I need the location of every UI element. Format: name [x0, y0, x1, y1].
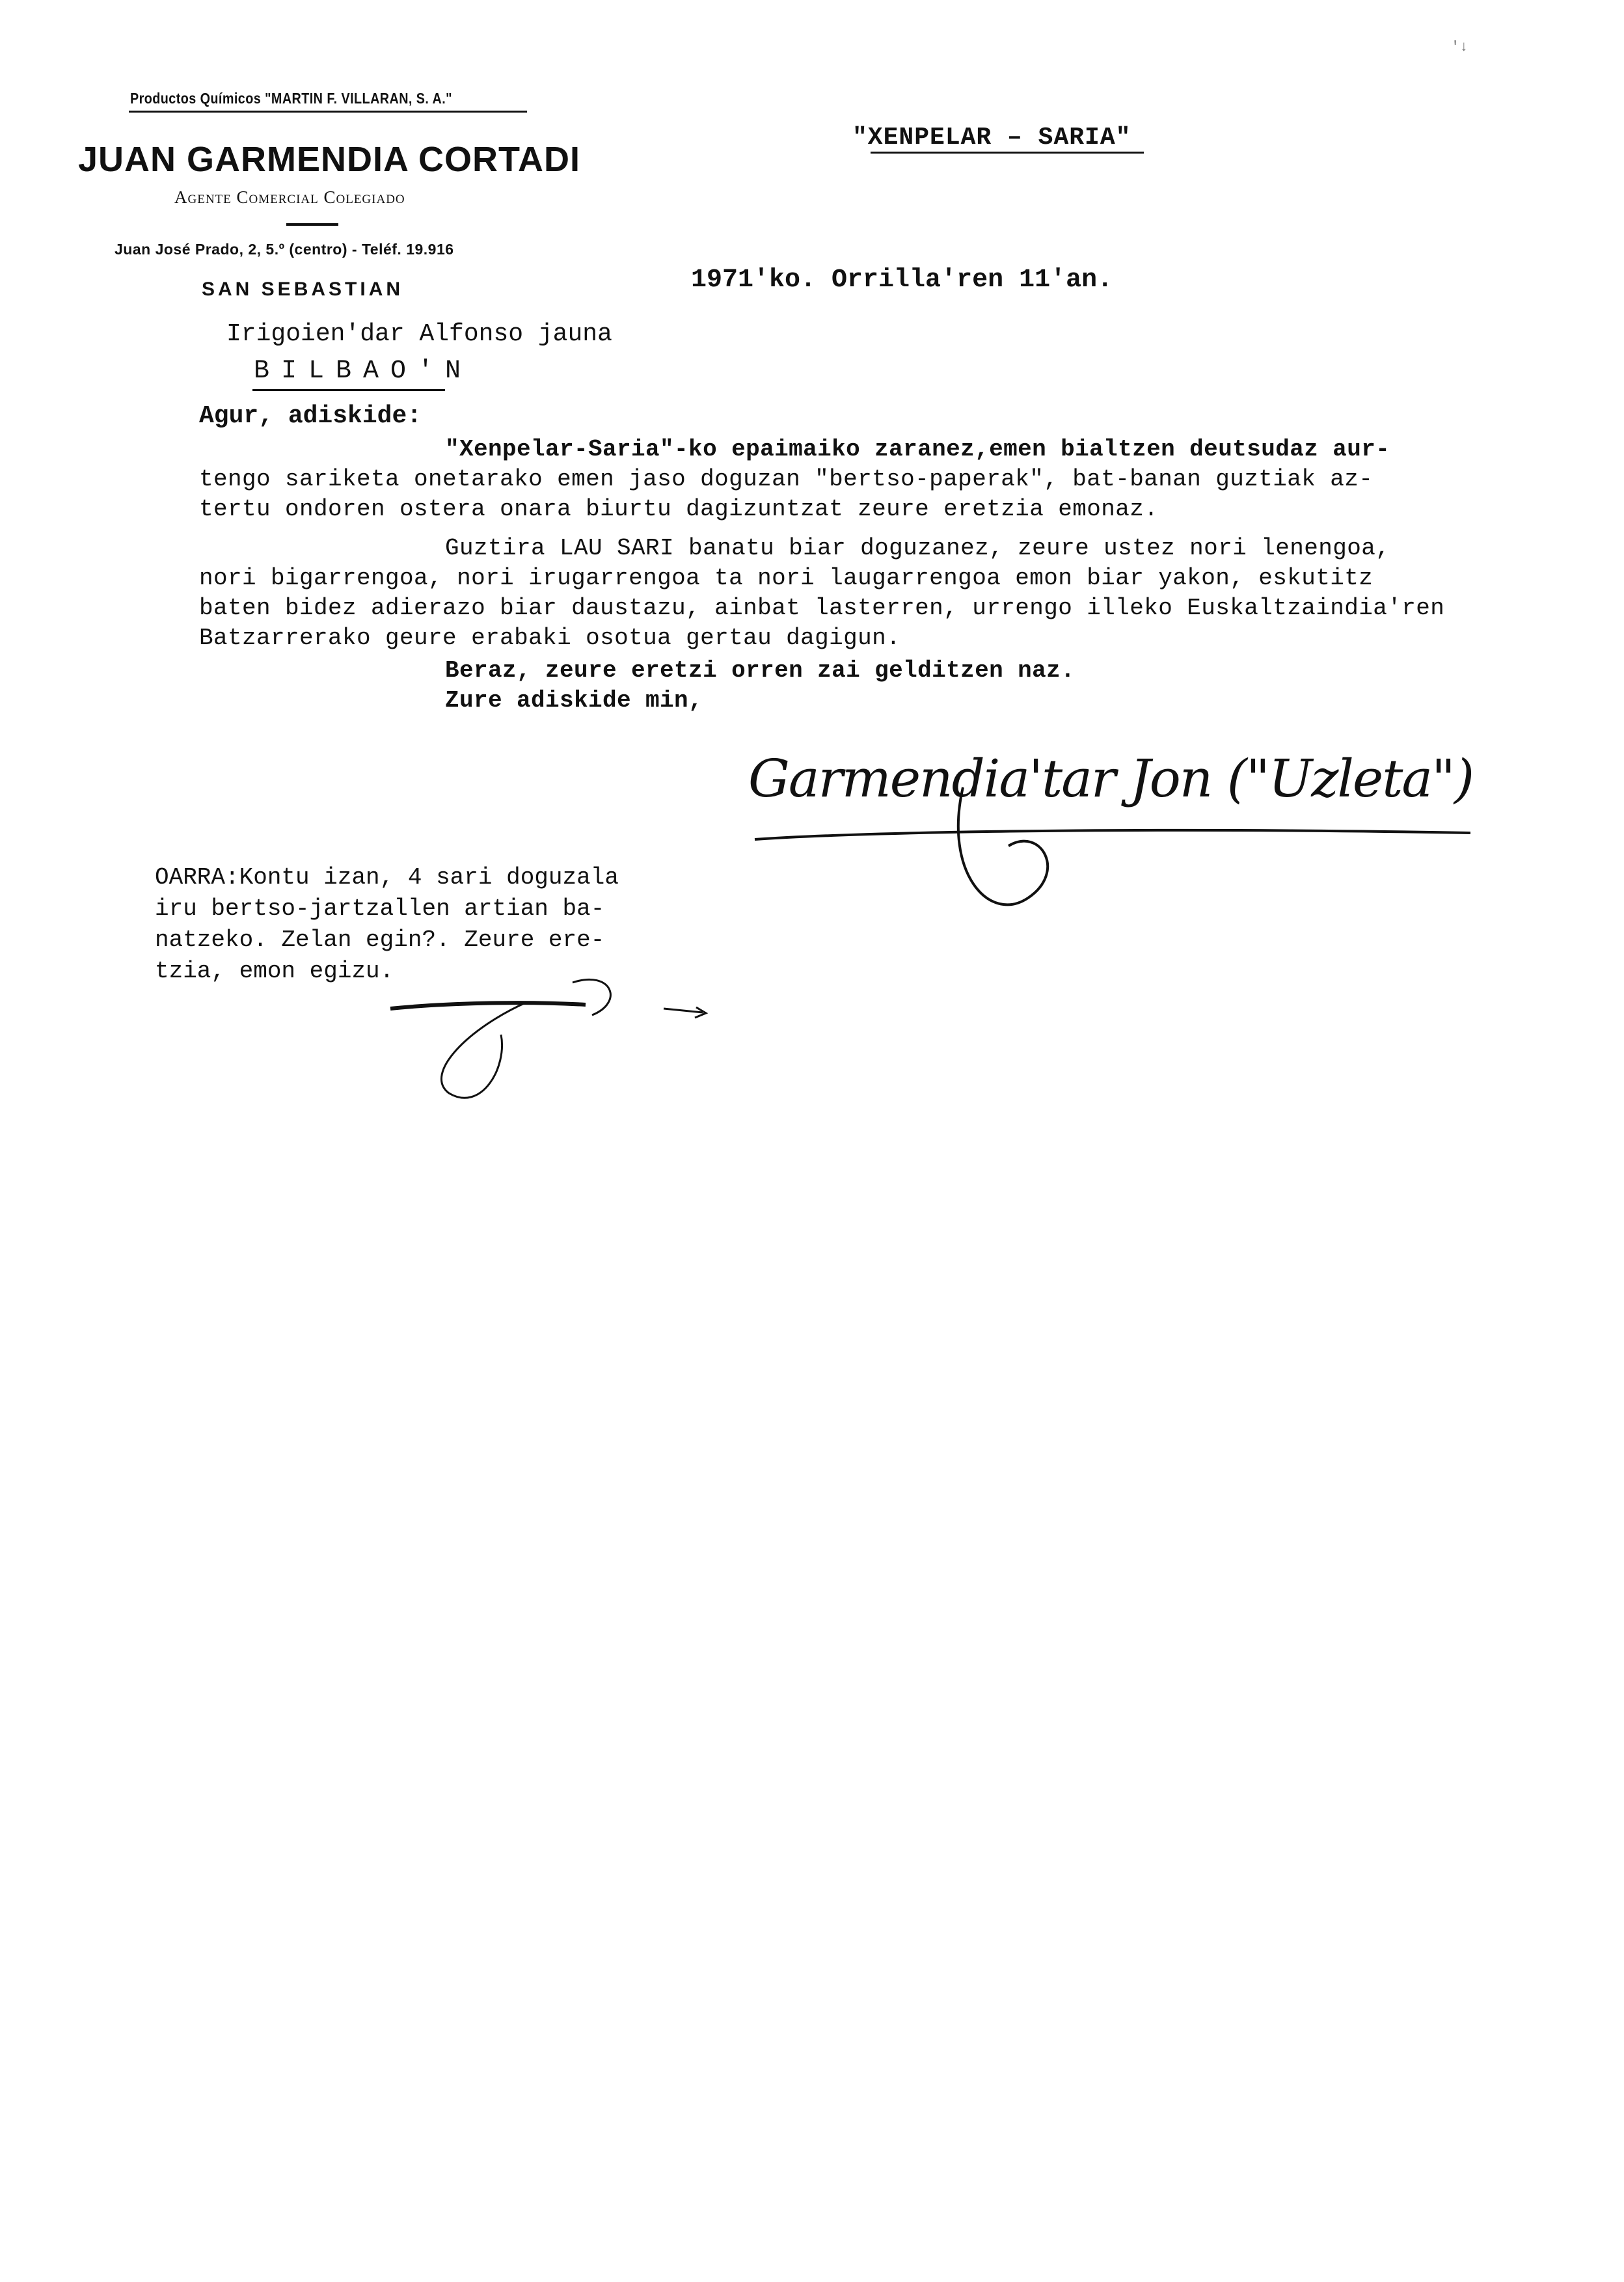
body-line-3: tertu ondoren ostera onara biurtu dagizuntzat zeure eretzia emonaz. — [199, 496, 1159, 523]
corner-mark: '↓ — [1451, 39, 1468, 55]
body-line-8: Beraz, zeure eretzi orren zai gelditzen naz. — [445, 657, 1076, 684]
recipient-city-underline — [252, 389, 445, 391]
note-line-4: tzia, emon egizu. — [155, 958, 394, 985]
recipient-city: BILBAO'N — [254, 357, 473, 386]
recipient-name: Irigoien'dar Alfonso jauna — [226, 320, 612, 348]
letterhead-dash — [286, 223, 338, 226]
body-line-1: "Xenpelar-Saria"-ko epaimaiko zaranez,emen bialtzen deutsudaz aur- — [445, 436, 1390, 463]
letter-date: 1971'ko. Orrilla'ren 11'an. — [691, 265, 1113, 295]
note-line-3: natzeko. Zelan egin?. Zeure ere- — [155, 927, 605, 953]
letterhead-title: Agente Comercial Colegiado — [174, 187, 405, 207]
letterhead-rule — [129, 111, 527, 113]
signature: Garmendia'tar Jon ("Uzleta") — [748, 748, 1474, 809]
signature-flourish — [716, 729, 1562, 924]
body-line-6: baten bidez adierazo biar daustazu, ainbat lasterren, urrengo illeko Euskaltzaindia'ren — [199, 595, 1445, 621]
document-heading: "XENPELAR – SARIA" — [852, 124, 1131, 152]
letterhead-company: Productos Químicos "MARTIN F. VILLARAN, S. A." — [130, 90, 452, 107]
note-line-1: OARRA:Kontu izan, 4 sari doguzala — [155, 864, 619, 891]
note-flourish — [377, 963, 716, 1106]
heading-underline — [871, 152, 1144, 154]
body-line-9: Zure adiskide min, — [445, 687, 703, 714]
body-line-5: nori bigarrengoa, nori irugarrengoa ta nori laugarrengoa emon biar yakon, eskutitz — [199, 565, 1374, 591]
greeting: Agur, adiskide: — [199, 402, 422, 430]
body-line-7: Batzarrerako geure erabaki osotua gertau dagigun. — [199, 625, 901, 651]
body-line-4: Guztira LAU SARI banatu biar doguzanez, zeure ustez nori lenengoa, — [445, 535, 1390, 562]
body-line-2: tengo sariketa onetarako emen jaso doguzan "bertso-paperak", bat-banan guztiak az- — [199, 466, 1374, 493]
letterhead-name: JUAN GARMENDIA CORTADI — [78, 140, 580, 179]
letterhead-address: Juan José Prado, 2, 5.º (centro) - Teléf. 19.916 — [115, 241, 454, 258]
letterhead-city: SAN SEBASTIAN — [202, 278, 404, 300]
note-line-2: iru bertso-jartzallen artian ba- — [155, 895, 605, 922]
